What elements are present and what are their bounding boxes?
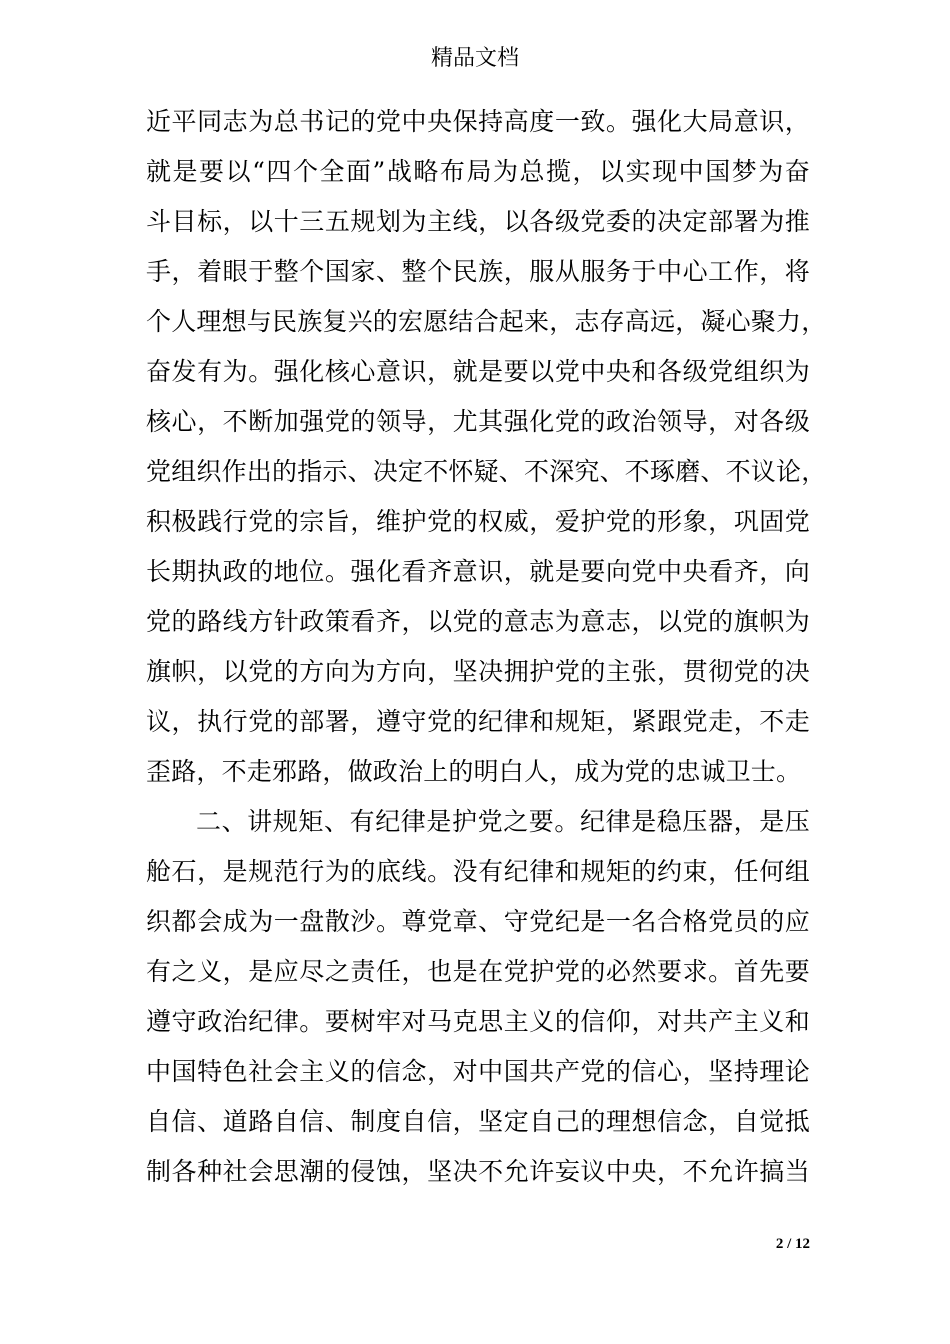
paragraph-start-line: 二、讲规矩、有纪律是护党之要。纪律是稳压器，是压 bbox=[196, 807, 810, 836]
text-line: 党组织作出的指示、决定不怀疑、不深究、不琢磨、不议论， bbox=[146, 457, 827, 486]
text-line: 积极践行党的宗旨，维护党的权威，爱护党的形象，巩固党 bbox=[146, 507, 810, 536]
text-line: 个人理想与民族复兴的宏愿结合起来，志存高远，凝心聚力， bbox=[146, 307, 827, 336]
page-number: 2 / 12 bbox=[775, 1236, 810, 1252]
text-line: 斗目标，以十三五规划为主线，以各级党委的决定部署为推 bbox=[146, 207, 810, 236]
document-body bbox=[146, 97, 827, 1197]
text-line: 遵守政治纪律。要树牢对马克思主义的信仰，对共产主义和 bbox=[146, 1007, 810, 1036]
text-line: 就是要以“四个全面”战略布局为总揽，以实现中国梦为奋 bbox=[146, 157, 810, 186]
text-line: 中国特色社会主义的信念，对中国共产党的信心，坚持理论 bbox=[146, 1057, 810, 1086]
text-line: 制各种社会思潮的侵蚀，坚决不允许妄议中央，不允许搞当 bbox=[146, 1157, 810, 1186]
page-header-title: 精品文档 bbox=[430, 46, 519, 71]
text-line: 近平同志为总书记的党中央保持高度一致。强化大局意识， bbox=[146, 107, 810, 136]
text-line: 手，着眼于整个国家、整个民族，服从服务于中心工作，将 bbox=[146, 257, 810, 286]
text-line: 有之义，是应尽之责任，也是在党护党的必然要求。首先要 bbox=[146, 957, 810, 986]
text-line: 核心，不断加强党的领导，尤其强化党的政治领导，对各级 bbox=[146, 407, 810, 436]
text-line: 织都会成为一盘散沙。尊党章、守党纪是一名合格党员的应 bbox=[146, 907, 810, 936]
text-line: 自信、道路自信、制度自信，坚定自己的理想信念，自觉抵 bbox=[146, 1107, 810, 1136]
text-line: 旗帜，以党的方向为方向，坚决拥护党的主张，贯彻党的决 bbox=[146, 657, 810, 686]
text-line: 议，执行党的部署，遵守党的纪律和规矩，紧跟党走，不走 bbox=[146, 707, 810, 736]
text-line: 舱石，是规范行为的底线。没有纪律和规矩的约束，任何组 bbox=[146, 857, 810, 886]
text-line: 奋发有为。强化核心意识，就是要以党中央和各级党组织为 bbox=[146, 357, 810, 386]
text-line: 歪路，不走邪路，做政治上的明白人，成为党的忠诚卫士。 bbox=[146, 757, 802, 786]
text-line: 党的路线方针政策看齐，以党的意志为意志，以党的旗帜为 bbox=[146, 607, 810, 636]
text-line: 长期执政的地位。强化看齐意识，就是要向党中央看齐，向 bbox=[146, 557, 810, 586]
